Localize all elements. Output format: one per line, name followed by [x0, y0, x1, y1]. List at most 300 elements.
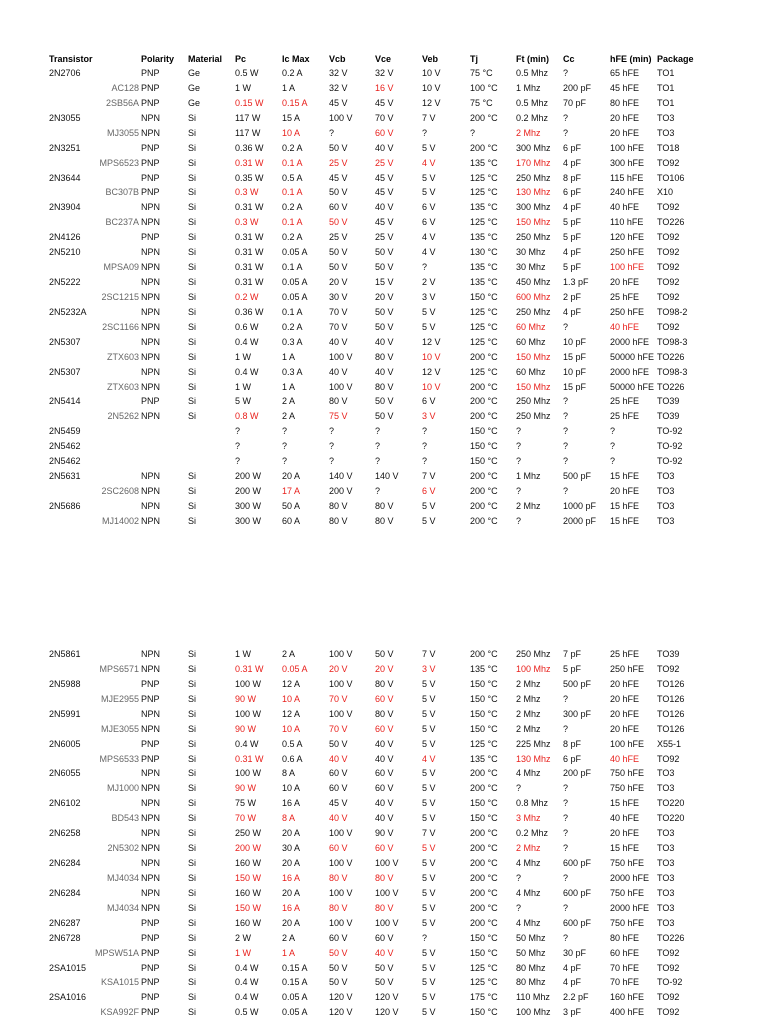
cell-ic: 10 A: [282, 723, 301, 734]
cell-name: 2N6728: [49, 932, 81, 943]
cell-name: 2N5462: [49, 441, 81, 452]
cell-cc: ?: [563, 68, 569, 78]
cell-veb: ?: [422, 932, 428, 943]
cell-pol: NPN: [141, 486, 161, 497]
cell-cc: 4 pF: [563, 306, 582, 317]
cell-hfe: 2000 hFE: [610, 366, 650, 377]
cell-veb: 5 V: [422, 872, 436, 883]
cell-veb: 5 V: [422, 1007, 436, 1018]
cell-tj: 200 °C: [470, 142, 498, 153]
cell-vcb: 60 V: [329, 932, 348, 943]
cell-vce: 60 V: [375, 723, 394, 734]
cell-ic: 20 A: [282, 471, 301, 482]
cell-pol: NPN: [141, 843, 161, 854]
cell-tj: 125 °C: [470, 962, 498, 973]
cell-pc: 0.4 W: [235, 977, 259, 988]
cell-ic: 0.5 A: [282, 172, 303, 183]
cell-mat: Si: [188, 768, 197, 779]
cell-mat: Si: [188, 306, 197, 317]
cell-ft: 2 Mhz: [516, 843, 541, 854]
cell-mat: Si: [188, 858, 197, 869]
cell-cc: 5 pF: [563, 262, 582, 273]
cell-name: 2N5414: [49, 396, 81, 407]
table-row: [0, 230, 768, 244]
cell-pc: 0.31 W: [235, 202, 264, 213]
cell-ft: 170 Mhz: [516, 157, 551, 168]
cell-ft: 60 Mhz: [516, 366, 546, 377]
cell-vce: 70 V: [375, 112, 394, 123]
cell-tj: 200 °C: [470, 902, 498, 913]
cell-sub: 2SC2608: [101, 486, 139, 497]
cell-tj: 200 °C: [470, 471, 498, 482]
cell-name: 2N5307: [49, 366, 81, 377]
cell-ft: 60 Mhz: [516, 336, 546, 347]
cell-pc: ?: [235, 426, 241, 437]
cell-tj: 200 °C: [470, 411, 498, 422]
cell-cc: 8 pF: [563, 172, 582, 183]
cell-pkg: TO106: [657, 172, 685, 183]
cell-sub: MJ1000: [106, 783, 139, 794]
cell-tj: 200 °C: [470, 381, 498, 392]
cell-hfe: 60 hFE: [610, 947, 640, 958]
cell-cc: ?: [563, 798, 569, 809]
cell-pkg: TO92: [657, 247, 680, 258]
cell-pc: 90 W: [235, 783, 257, 794]
cell-ft: 250 Mhz: [516, 411, 551, 422]
cell-veb: 5 V: [422, 858, 436, 869]
cell-vcb: 30 V: [329, 291, 348, 302]
cell-mat: Si: [188, 187, 197, 198]
cell-vce: 45 V: [375, 97, 394, 108]
cell-ft: 150 Mhz: [516, 381, 551, 392]
cell-mat: Si: [188, 843, 197, 854]
cell-hfe: 100 hFE: [610, 738, 645, 749]
cell-pc: 0.35 W: [235, 172, 264, 183]
cell-pkg: TO98-3: [657, 366, 688, 377]
cell-pc: 1 W: [235, 649, 252, 659]
cell-pkg: TO92: [657, 157, 680, 168]
header-vcb: Vcb: [329, 54, 346, 64]
cell-cc: ?: [563, 813, 569, 824]
cell-pol: NPN: [141, 723, 161, 734]
cell-sub: KSA1015: [100, 977, 139, 988]
cell-tj: 200 °C: [470, 515, 498, 526]
table-row: [0, 961, 768, 975]
cell-mat: Si: [188, 396, 197, 407]
cell-vcb: 25 V: [329, 157, 348, 168]
table-row: [0, 811, 768, 825]
cell-mat: Si: [188, 202, 197, 213]
cell-tj: 150 °C: [470, 1007, 498, 1018]
cell-ic: 60 A: [282, 515, 301, 526]
cell-cc: ?: [563, 872, 569, 883]
cell-name: 2N6005: [49, 738, 81, 749]
cell-ft: 4 Mhz: [516, 887, 541, 898]
table-row: [0, 380, 768, 394]
cell-pc: 0.3 W: [235, 217, 259, 228]
cell-ft: 150 Mhz: [516, 217, 551, 228]
header-transistor: Transistor: [49, 54, 93, 64]
cell-hfe: 120 hFE: [610, 232, 645, 243]
cell-hfe: 25 hFE: [610, 649, 640, 659]
cell-ic: 2 A: [282, 932, 296, 943]
cell-vcb: 50 V: [329, 738, 348, 749]
cell-ic: ?: [282, 456, 288, 467]
cell-vcb: 20 V: [329, 277, 348, 288]
cell-pkg: TO98-2: [657, 306, 688, 317]
cell-tj: 135 °C: [470, 262, 498, 273]
cell-hfe: 750 hFE: [610, 768, 645, 779]
cell-vcb: 50 V: [329, 262, 348, 273]
cell-hfe: 40 hFE: [610, 202, 640, 213]
cell-pc: 100 W: [235, 678, 262, 689]
cell-ft: 0.5 Mhz: [516, 68, 549, 78]
cell-pol: NPN: [141, 500, 161, 511]
cell-sub: 2SC1215: [101, 291, 139, 302]
cell-tj: 135 °C: [470, 277, 498, 288]
cell-cc: 5 pF: [563, 663, 582, 674]
cell-pkg: TO-92: [657, 426, 683, 437]
cell-mat: Si: [188, 663, 197, 674]
cell-cc: 10 pF: [563, 366, 587, 377]
cell-ft: 4 Mhz: [516, 917, 541, 928]
cell-cc: 200 pF: [563, 768, 592, 779]
cell-pol: NPN: [141, 872, 161, 883]
cell-tj: 125 °C: [470, 366, 498, 377]
cell-vce: 140 V: [375, 471, 399, 482]
cell-hfe: 750 hFE: [610, 887, 645, 898]
cell-pol: NPN: [141, 202, 161, 213]
cell-vce: ?: [375, 486, 381, 497]
cell-tj: 150 °C: [470, 932, 498, 943]
cell-tj: 125 °C: [470, 187, 498, 198]
table-row: [0, 81, 768, 95]
cell-pc: 117 W: [235, 127, 261, 138]
cell-name: 2N5307: [49, 336, 81, 347]
cell-cc: ?: [563, 112, 569, 123]
cell-cc: ?: [563, 828, 569, 839]
cell-tj: 200 °C: [470, 783, 498, 794]
cell-pkg: TO98-3: [657, 336, 688, 347]
cell-mat: Si: [188, 321, 197, 332]
cell-vce: 90 V: [375, 828, 394, 839]
cell-mat: Si: [188, 649, 197, 659]
cell-hfe: 15 hFE: [610, 798, 640, 809]
cell-pol: PNP: [141, 977, 160, 988]
cell-cc: ?: [563, 396, 569, 407]
cell-ft: 1 Mhz: [516, 82, 541, 93]
cell-mat: Si: [188, 753, 197, 764]
cell-hfe: 400 hFE: [610, 1007, 645, 1018]
cell-mat: Ge: [188, 82, 201, 93]
cell-pc: 0.31 W: [235, 232, 264, 243]
cell-pc: 1 W: [235, 947, 252, 958]
cell-cc: 6 pF: [563, 142, 582, 153]
cell-pol: PNP: [141, 693, 160, 704]
cell-pol: PNP: [141, 97, 160, 108]
cell-veb: ?: [422, 262, 428, 273]
cell-name: 2N6284: [49, 887, 81, 898]
cell-veb: 4 V: [422, 232, 436, 243]
cell-vce: 50 V: [375, 396, 394, 407]
cell-mat: Si: [188, 500, 197, 511]
cell-pol: NPN: [141, 381, 161, 392]
cell-pkg: TO226: [657, 381, 685, 392]
cell-pkg: TO1: [657, 97, 675, 108]
table-row: [0, 841, 768, 855]
cell-hfe: 115 hFE: [610, 172, 644, 183]
cell-vce: 25 V: [375, 232, 394, 243]
cell-vcb: ?: [329, 127, 335, 138]
table-row: [0, 946, 768, 960]
cell-mat: Si: [188, 977, 197, 988]
cell-hfe: 20 hFE: [610, 708, 640, 719]
cell-ft: 250 Mhz: [516, 232, 551, 243]
cell-hfe: 25 hFE: [610, 396, 640, 407]
cell-mat: Si: [188, 962, 197, 973]
cell-mat: Si: [188, 783, 197, 794]
table-row: [0, 796, 768, 810]
cell-vcb: 50 V: [329, 142, 348, 153]
cell-vce: 100 V: [375, 887, 399, 898]
cell-veb: 5 V: [422, 917, 436, 928]
table-row: [0, 141, 768, 155]
cell-mat: Si: [188, 1007, 197, 1018]
cell-hfe: ?: [610, 456, 616, 467]
header-hfe: hFE (min): [610, 54, 652, 64]
table-row: [0, 290, 768, 304]
cell-vcb: 40 V: [329, 336, 348, 347]
cell-mat: Si: [188, 932, 197, 943]
cell-cc: 15 pF: [563, 381, 587, 392]
cell-name: 2N2706: [49, 68, 81, 78]
cell-vce: ?: [375, 456, 381, 467]
cell-sub: 2N5302: [107, 843, 139, 854]
cell-sub: 2SB56A: [105, 97, 139, 108]
cell-vce: 50 V: [375, 321, 394, 332]
cell-mat: Si: [188, 828, 197, 839]
cell-ft: 50 Mhz: [516, 947, 546, 958]
cell-ft: ?: [516, 872, 522, 883]
table-row: [0, 394, 768, 408]
cell-cc: ?: [563, 783, 569, 794]
table-row: [0, 245, 768, 259]
cell-pkg: TO39: [657, 649, 680, 659]
table-row: [0, 931, 768, 945]
cell-pol: NPN: [141, 262, 161, 273]
cell-sub: MPS6523: [99, 157, 139, 168]
cell-cc: ?: [563, 723, 569, 734]
table-row: [0, 856, 768, 870]
cell-ic: 0.05 A: [282, 992, 308, 1003]
table-row: [0, 692, 768, 706]
cell-pkg: TO3: [657, 500, 675, 511]
cell-ic: 12 A: [282, 708, 301, 719]
cell-cc: ?: [563, 321, 569, 332]
cell-mat: Si: [188, 112, 197, 123]
table-row: [0, 886, 768, 900]
cell-sub: MPSA09: [103, 262, 139, 273]
cell-vce: 80 V: [375, 515, 394, 526]
cell-pc: 0.6 W: [235, 321, 259, 332]
cell-ft: 4 Mhz: [516, 858, 541, 869]
cell-hfe: 40 hFE: [610, 813, 640, 824]
cell-ft: ?: [516, 783, 522, 794]
cell-ic: 8 A: [282, 813, 296, 824]
cell-name: 2N5991: [49, 708, 81, 719]
cell-vcb: 60 V: [329, 843, 348, 854]
cell-vce: 50 V: [375, 247, 394, 258]
cell-vcb: 50 V: [329, 187, 348, 198]
cell-veb: 5 V: [422, 693, 436, 704]
cell-pc: 300 W: [235, 500, 262, 511]
cell-ft: 30 Mhz: [516, 247, 546, 258]
cell-pc: 150 W: [235, 902, 262, 913]
cell-vcb: ?: [329, 426, 335, 437]
cell-mat: Si: [188, 872, 197, 883]
cell-vcb: 50 V: [329, 247, 348, 258]
cell-vce: 40 V: [375, 947, 394, 958]
table-row: [0, 454, 768, 468]
table-row: [0, 707, 768, 721]
cell-tj: 150 °C: [470, 456, 498, 467]
cell-name: 2N3055: [49, 112, 81, 123]
cell-pol: NPN: [141, 649, 161, 659]
cell-veb: ?: [422, 441, 428, 452]
cell-hfe: 750 hFE: [610, 917, 645, 928]
cell-tj: 200 °C: [470, 351, 498, 362]
cell-ft: 100 Mhz: [516, 663, 551, 674]
cell-sub: ZTX603: [106, 381, 139, 392]
cell-vcb: 100 V: [329, 858, 353, 869]
cell-ic: 0.05 A: [282, 291, 308, 302]
cell-pkg: TO3: [657, 858, 675, 869]
cell-pkg: TO3: [657, 783, 675, 794]
table-row: [0, 305, 768, 319]
cell-tj: 200 °C: [470, 858, 498, 869]
cell-cc: 1000 pF: [563, 500, 597, 511]
cell-pc: 300 W: [235, 515, 262, 526]
cell-mat: Si: [188, 411, 197, 422]
cell-cc: 2000 pF: [563, 515, 597, 526]
cell-sub: KSA992F: [100, 1007, 139, 1018]
cell-vce: ?: [375, 426, 381, 437]
cell-pol: PNP: [141, 738, 160, 749]
cell-cc: 600 pF: [563, 858, 592, 869]
table-row: [0, 469, 768, 483]
cell-pol: NPN: [141, 306, 161, 317]
cell-vcb: 100 V: [329, 708, 353, 719]
cell-ft: 100 Mhz: [516, 1007, 551, 1018]
cell-ic: 30 A: [282, 843, 301, 854]
cell-pol: PNP: [141, 932, 160, 943]
cell-pol: NPN: [141, 902, 161, 913]
table-row: [0, 722, 768, 736]
cell-cc: 2 pF: [563, 291, 582, 302]
cell-ic: 2 A: [282, 649, 296, 659]
cell-mat: Ge: [188, 97, 201, 108]
cell-sub: 2SC1166: [102, 321, 139, 332]
cell-ft: 450 Mhz: [516, 277, 551, 288]
cell-pkg: TO3: [657, 872, 675, 883]
cell-tj: 130 °C: [470, 247, 498, 258]
cell-mat: Si: [188, 902, 197, 913]
cell-mat: Si: [188, 366, 197, 377]
cell-cc: 500 pF: [563, 471, 592, 482]
cell-pkg: TO1: [657, 82, 675, 93]
cell-pc: 0.4 W: [235, 366, 259, 377]
cell-pc: 75 W: [235, 798, 257, 809]
cell-vce: 40 V: [375, 366, 394, 377]
cell-name: 2N5462: [49, 456, 81, 467]
cell-vcb: 80 V: [329, 902, 348, 913]
cell-vcb: 40 V: [329, 813, 348, 824]
cell-pkg: TO3: [657, 515, 675, 526]
cell-name: 2N6258: [49, 828, 81, 839]
cell-pol: PNP: [141, 82, 160, 93]
cell-mat: Si: [188, 992, 197, 1003]
cell-name: 2N6102: [49, 798, 81, 809]
cell-pc: 0.5 W: [235, 1007, 259, 1018]
table-row: [0, 96, 768, 110]
cell-veb: 5 V: [422, 783, 436, 794]
cell-pkg: TO92: [657, 321, 680, 332]
cell-veb: 5 V: [422, 738, 436, 749]
cell-ft: 80 Mhz: [516, 962, 546, 973]
cell-vcb: 80 V: [329, 500, 348, 511]
table-row: [0, 439, 768, 453]
header-pc: Pc: [235, 54, 247, 64]
table-row: [0, 1005, 768, 1019]
cell-vce: 80 V: [375, 381, 394, 392]
cell-name: 2N4126: [49, 232, 81, 243]
cell-ft: ?: [516, 515, 522, 526]
cell-ic: 0.15 A: [282, 97, 308, 108]
cell-ic: 0.2 A: [282, 68, 303, 78]
cell-cc: ?: [563, 693, 569, 704]
cell-ic: 10 A: [282, 693, 301, 704]
cell-veb: 5 V: [422, 187, 436, 198]
cell-hfe: 160 hFE: [610, 992, 645, 1003]
cell-hfe: 50000 hFE: [610, 351, 655, 362]
cell-ic: 17 A: [282, 486, 301, 497]
cell-pc: 0.31 W: [235, 663, 264, 674]
cell-veb: 7 V: [422, 649, 436, 659]
table-row: [0, 66, 768, 80]
table-row: [0, 826, 768, 840]
cell-vce: 50 V: [375, 411, 394, 422]
cell-ic: 0.3 A: [282, 336, 303, 347]
cell-tj: 135 °C: [470, 753, 498, 764]
cell-cc: 3 pF: [563, 1007, 582, 1018]
cell-veb: 5 V: [422, 172, 436, 183]
cell-cc: ?: [563, 426, 569, 437]
cell-cc: 8 pF: [563, 738, 582, 749]
cell-hfe: 25 hFE: [610, 291, 640, 302]
cell-pc: 1 W: [235, 351, 252, 362]
cell-vce: 50 V: [375, 649, 394, 659]
cell-veb: 5 V: [422, 813, 436, 824]
cell-tj: 135 °C: [470, 663, 498, 674]
cell-tj: 150 °C: [470, 426, 498, 437]
cell-tj: 200 °C: [470, 112, 498, 123]
cell-vcb: 60 V: [329, 768, 348, 779]
cell-pol: PNP: [141, 68, 160, 78]
cell-veb: 12 V: [422, 366, 441, 377]
table-row: [0, 737, 768, 751]
cell-mat: Si: [188, 157, 197, 168]
cell-vce: 60 V: [375, 127, 394, 138]
